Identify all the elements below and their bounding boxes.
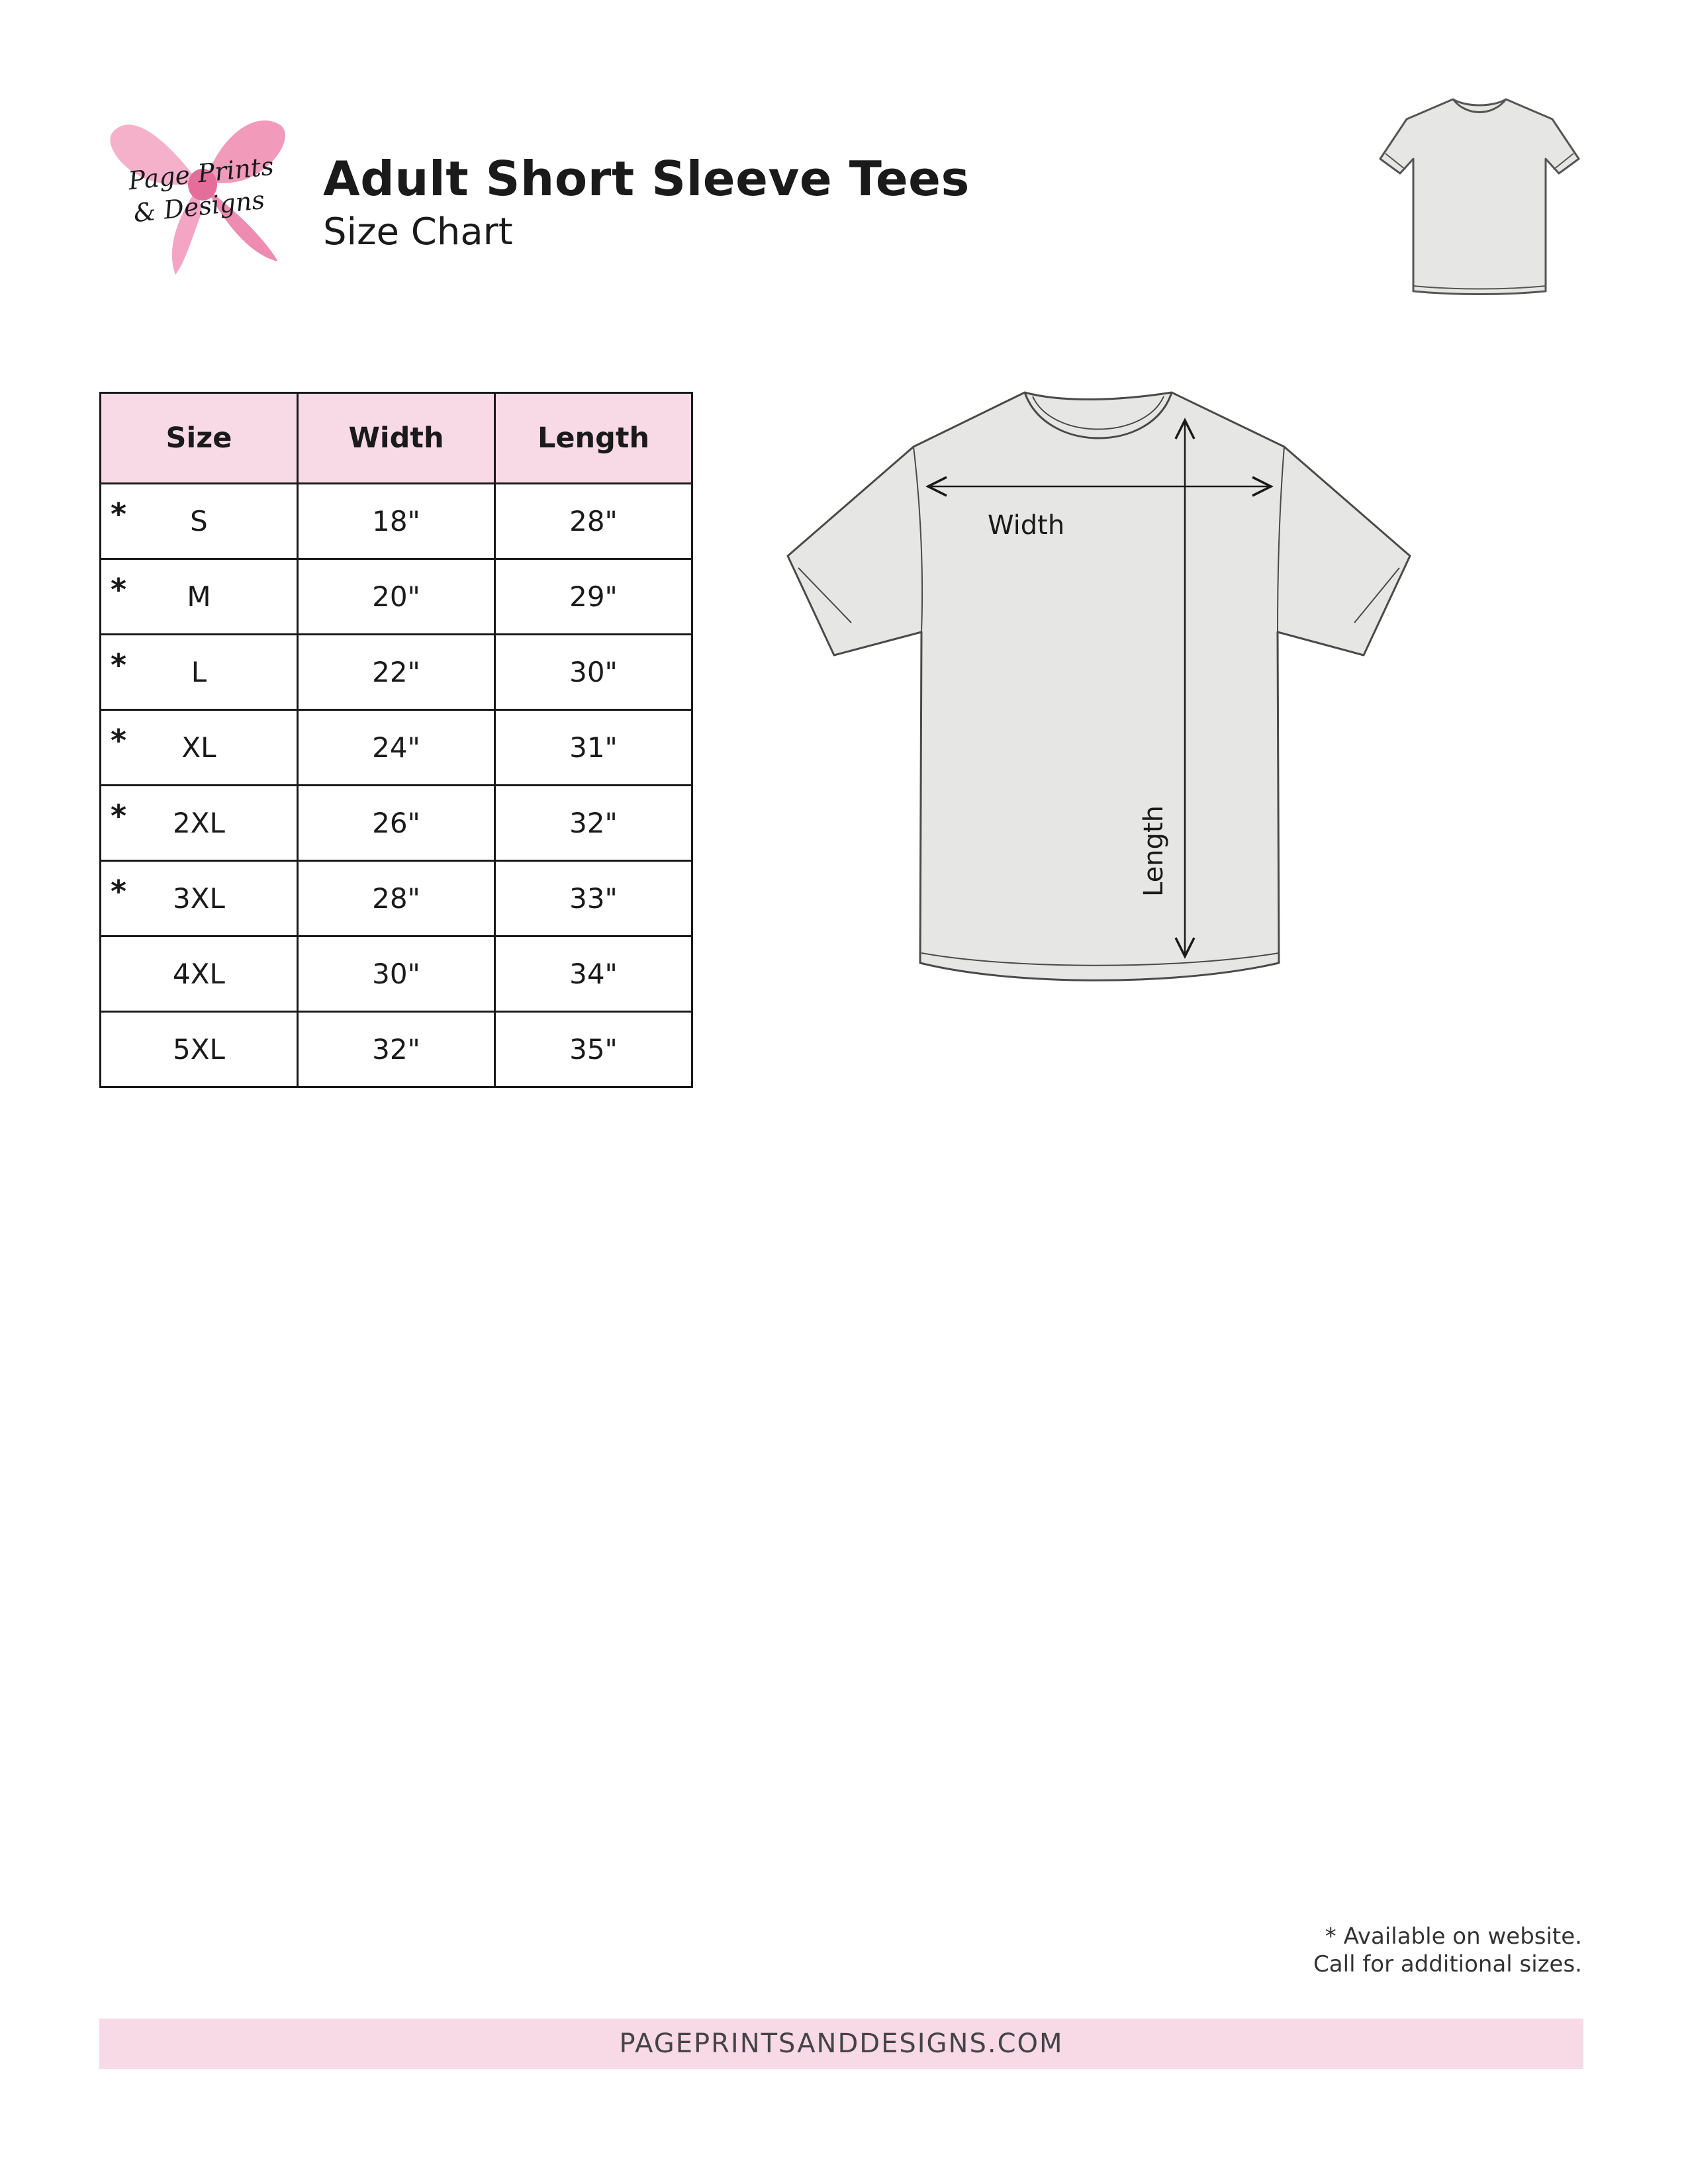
table-row	[101, 710, 692, 786]
page-subtitle: Size Chart	[323, 210, 513, 253]
size-value: XL	[181, 731, 216, 764]
length-cell: 32"	[495, 786, 692, 861]
size-value: M	[187, 580, 211, 613]
measurement-diagram	[781, 381, 1430, 1003]
tshirt-icon	[1374, 93, 1585, 304]
footnote	[1313, 1923, 1582, 1978]
size-value: 2XL	[173, 807, 225, 839]
size-cell	[101, 1012, 298, 1087]
page-title: Adult Short Sleeve Tees	[323, 151, 970, 206]
availability-marker: *	[111, 496, 127, 532]
width-cell: 30"	[298, 936, 495, 1012]
logo-text-line1: Page Prints	[126, 151, 275, 196]
size-cell	[101, 936, 298, 1012]
width-cell: 32"	[298, 1012, 495, 1087]
size-value: S	[190, 505, 208, 537]
size-cell	[101, 861, 298, 936]
length-cell: 31"	[495, 710, 692, 786]
size-value: 3XL	[173, 882, 225, 915]
width-cell: 28"	[298, 861, 495, 936]
tshirt-icon	[788, 392, 1410, 980]
availability-marker: *	[111, 572, 127, 608]
length-label: Length	[1139, 805, 1169, 897]
table-row	[101, 786, 692, 861]
size-cell	[101, 710, 298, 786]
size-value: 5XL	[173, 1033, 225, 1066]
size-value: 4XL	[173, 958, 225, 990]
size-cell	[101, 484, 298, 559]
length-cell: 28"	[495, 484, 692, 559]
website-link[interactable]: PAGEPRINTSANDDESIGNS.COM	[619, 2028, 1064, 2059]
size-cell	[101, 635, 298, 710]
width-cell: 18"	[298, 484, 495, 559]
table-row	[101, 861, 692, 936]
availability-marker: *	[111, 874, 127, 909]
header-length: Length	[495, 393, 692, 484]
size-cell	[101, 786, 298, 861]
footnote-line1: * Available on website.	[1325, 1923, 1582, 1950]
availability-marker: *	[111, 798, 127, 834]
table-row	[101, 559, 692, 635]
width-cell: 26"	[298, 786, 495, 861]
logo-text-line2: & Designs	[132, 185, 266, 228]
size-cell	[101, 559, 298, 635]
width-cell: 20"	[298, 559, 495, 635]
width-label: Width	[988, 510, 1065, 541]
table-row	[101, 1012, 692, 1087]
table-row	[101, 936, 692, 1012]
size-table	[99, 392, 693, 1088]
length-cell: 29"	[495, 559, 692, 635]
availability-marker: *	[111, 723, 127, 758]
width-cell: 22"	[298, 635, 495, 710]
table-header-row	[101, 393, 692, 484]
table-row	[101, 635, 692, 710]
footnote-line2: Call for additional sizes.	[1313, 1951, 1582, 1978]
header-width: Width	[298, 393, 495, 484]
header-size: Size	[101, 393, 298, 484]
size-value: L	[191, 656, 207, 688]
availability-marker: *	[111, 647, 127, 683]
table-row	[101, 484, 692, 559]
footer-band	[99, 2019, 1583, 2069]
width-cell: 24"	[298, 710, 495, 786]
length-cell: 30"	[495, 635, 692, 710]
length-cell: 33"	[495, 861, 692, 936]
length-cell: 34"	[495, 936, 692, 1012]
brand-logo	[106, 96, 298, 295]
length-cell: 35"	[495, 1012, 692, 1087]
